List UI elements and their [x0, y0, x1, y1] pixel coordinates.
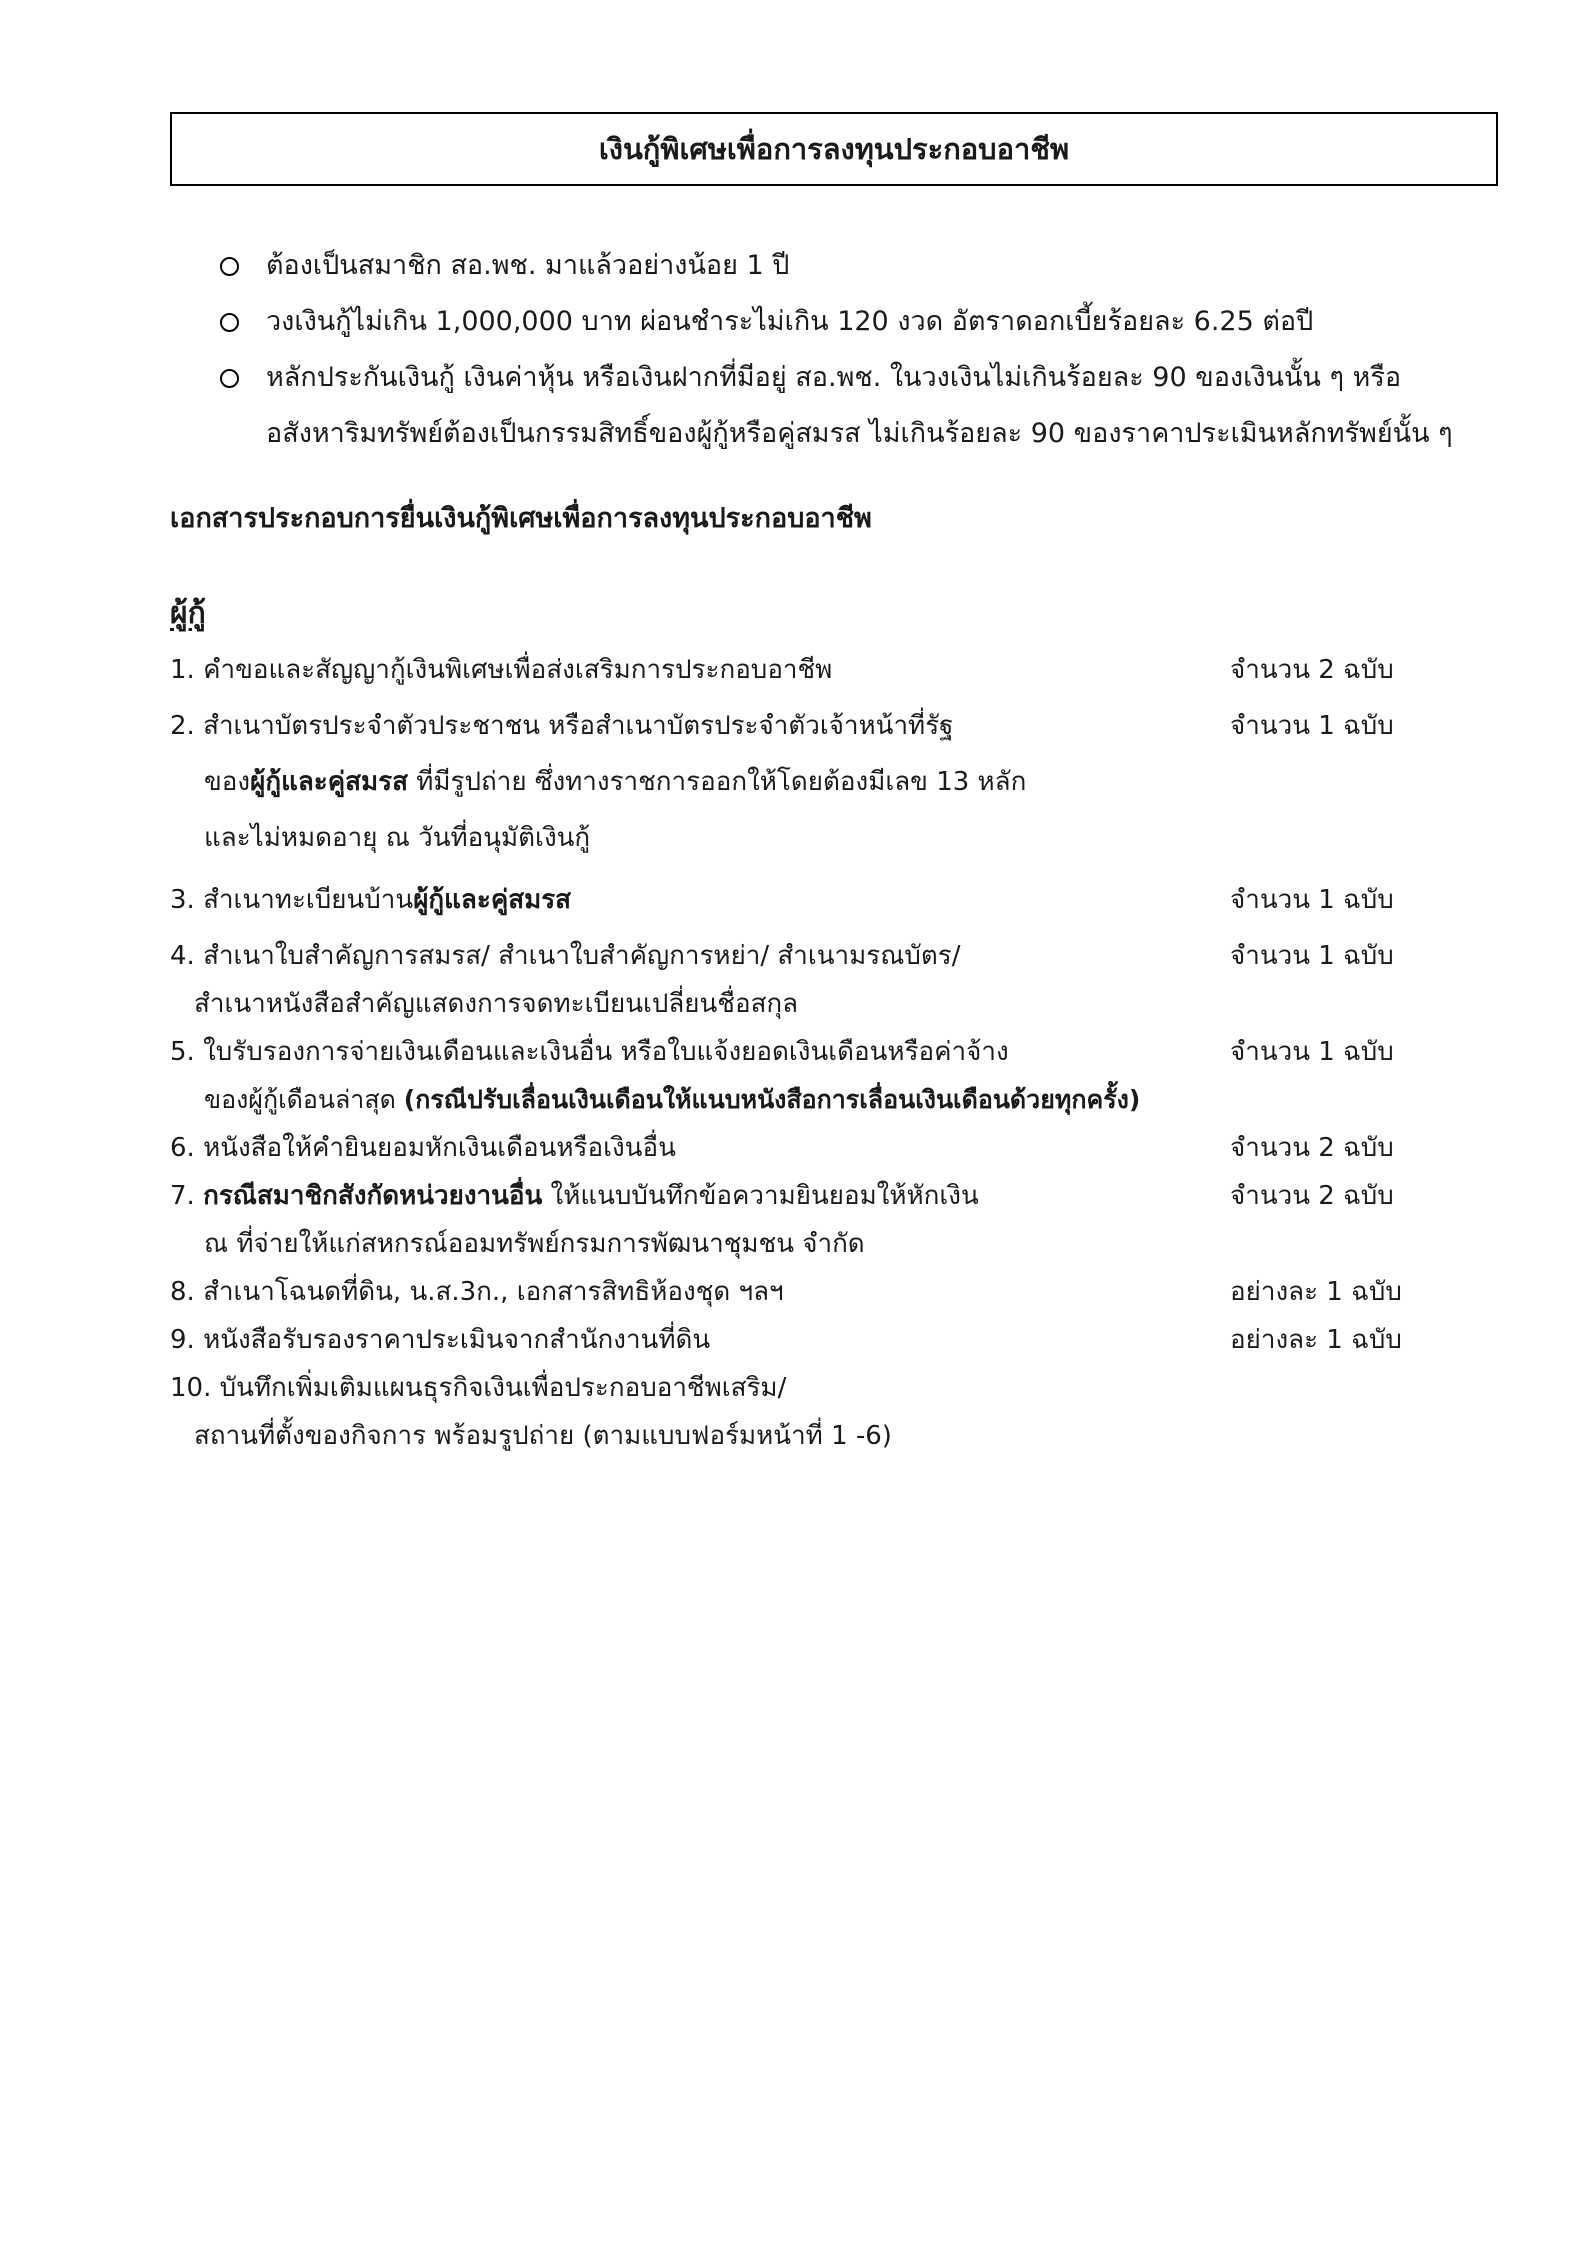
condition-text: หลักประกันเงินกู้ เงินค่าหุ้น หรือเงินฝากที่มีอยู่ สอ.พช. ในวงเงินไม่เกินร้อยละ 90 ของเงินนั้น ๆ หรือ [266, 362, 1402, 393]
item-text: 10. บันทึกเพิ่มเติมแผนธุรกิจเงินเพื่อประกอบอาชีพเสริม/ [170, 1373, 787, 1403]
circle-bullet-icon [214, 350, 244, 406]
list-item [170, 1028, 1470, 1076]
item-continued: สถานที่ตั้งของกิจการ พร้อมรูปถ่าย (ตามแบบฟอร์มหน้าที่ 1 -6) [194, 1421, 892, 1451]
item-text: 9. หนังสือรับรองราคาประเมินจากสำนักงานที่ดิน [170, 1325, 711, 1355]
item-count: จำนวน 1 ฉบับ [1230, 941, 1394, 971]
circle-bullet-icon [214, 294, 244, 350]
page-title: เงินกู้พิเศษเพื่อการลงทุนประกอบอาชีพ [598, 132, 1070, 166]
list-item [170, 932, 1470, 980]
item-text: 5. ใบรับรองการจ่ายเงินเดือนและเงินอื่น หรือใบแจ้งยอดเงินเดือนหรือค่าจ้าง [170, 1037, 1009, 1067]
item-text: 1. คำขอและสัญญากู้เงินพิเศษเพื่อส่งเสริมการประกอบอาชีพ [170, 655, 833, 685]
item-text-part: ของ [204, 767, 251, 797]
list-item [170, 1316, 1470, 1364]
item-text: 3. สำเนาทะเบียนบ้าน [170, 885, 414, 915]
item-text: 8. สำเนาโฉนดที่ดิน, น.ส.3ก., เอกสารสิทธิห้องชุด ฯลฯ [170, 1277, 784, 1307]
item-count: จำนวน 2 ฉบับ [1230, 655, 1394, 685]
item-text-wrap [170, 1172, 1230, 1220]
condition-text-block [266, 350, 1474, 462]
item-count: อย่างละ 1 ฉบับ [1230, 1277, 1402, 1307]
list-item [170, 1364, 1470, 1412]
conditions-list [214, 238, 1474, 462]
item-text: 2. สำเนาบัตรประจำตัวประชาชน หรือสำเนาบัตรประจำตัวเจ้าหน้าที่รัฐ [170, 711, 954, 741]
list-item [170, 1124, 1470, 1172]
item-text: 6. หนังสือให้คำยินยอมหักเงินเดือนหรือเงินอื่น [170, 1133, 676, 1163]
item-text-bold: กรณีสมาชิกสังกัดหน่วยงานอื่น [203, 1181, 543, 1211]
item-continued: ณ ที่จ่ายให้แก่สหกรณ์ออมทรัพย์กรมการพัฒนาชุมชน จำกัด [204, 1229, 865, 1259]
condition-item [214, 350, 1474, 462]
borrower-heading: ผู้กู้ [170, 596, 206, 631]
list-item [170, 1268, 1470, 1316]
condition-item [214, 238, 1474, 294]
circle-bullet-icon [214, 238, 244, 294]
item-continued: และไม่หมดอายุ ณ วันที่อนุมัติเงินกู้ [204, 823, 591, 853]
item-text-bold: (กรณีปรับเลื่อนเงินเดือนให้แนบหนังสือการเลื่อนเงินเดือนด้วยทุกครั้ง) [403, 1085, 1141, 1114]
item-count: จำนวน 2 ฉบับ [1230, 1181, 1394, 1211]
item-count: อย่างละ 1 ฉบับ [1230, 1325, 1402, 1355]
condition-text-continued: อสังหาริมทรัพย์ต้องเป็นกรรมสิทธิ์ของผู้กู้หรือคู่สมรส ไม่เกินร้อยละ 90 ของราคาประเมินหลักทรัพย์นั้น ๆ [266, 418, 1453, 449]
item-text-bold: ผู้กู้และคู่สมรส [250, 767, 408, 797]
condition-text: วงเงินกู้ไม่เกิน 1,000,000 บาท ผ่อนชำระไม่เกิน 120 งวด อัตราดอกเบี้ยร้อยละ 6.25 ต่อปี [266, 306, 1314, 337]
list-item [170, 646, 1470, 694]
item-continued: สำเนาหนังสือสำคัญแสดงการจดทะเบียนเปลี่ยนชื่อสกุล [194, 989, 799, 1019]
item-text: ให้แนบบันทึกข้อความยินยอมให้หักเงิน [542, 1181, 979, 1211]
list-item [170, 876, 1470, 924]
condition-item [214, 294, 1474, 350]
title-box [170, 112, 1498, 186]
item-text: 4. สำเนาใบสำคัญการสมรส/ สำเนาใบสำคัญการหย่า/ สำเนามรณบัตร/ [170, 941, 961, 971]
item-text-part: ที่มีรูปถ่าย ซึ่งทางราชการออกให้โดยต้องมีเลข 13 หลัก [407, 767, 1027, 797]
list-item [170, 702, 1470, 750]
item-text-wrap [170, 876, 1230, 924]
list-item [170, 1172, 1470, 1220]
item-text-bold: ผู้กู้และคู่สมรส [413, 885, 572, 915]
documents-list [170, 646, 1470, 1460]
item-continued [170, 758, 1470, 806]
item-count: จำนวน 2 ฉบับ [1230, 1133, 1394, 1163]
item-text-part: ของผู้กู้เดือนล่าสุด [204, 1085, 404, 1114]
item-count: จำนวน 1 ฉบับ [1230, 1037, 1394, 1067]
item-count: จำนวน 1 ฉบับ [1230, 711, 1394, 741]
documents-heading: เอกสารประกอบการยื่นเงินกู้พิเศษเพื่อการลงทุนประกอบอาชีพ [170, 503, 872, 534]
condition-text: ต้องเป็นสมาชิก สอ.พช. มาแล้วอย่างน้อย 1 ปี [266, 250, 790, 281]
item-continued [170, 1076, 1470, 1124]
item-count: จำนวน 1 ฉบับ [1230, 885, 1394, 915]
item-number: 7. [170, 1181, 204, 1211]
